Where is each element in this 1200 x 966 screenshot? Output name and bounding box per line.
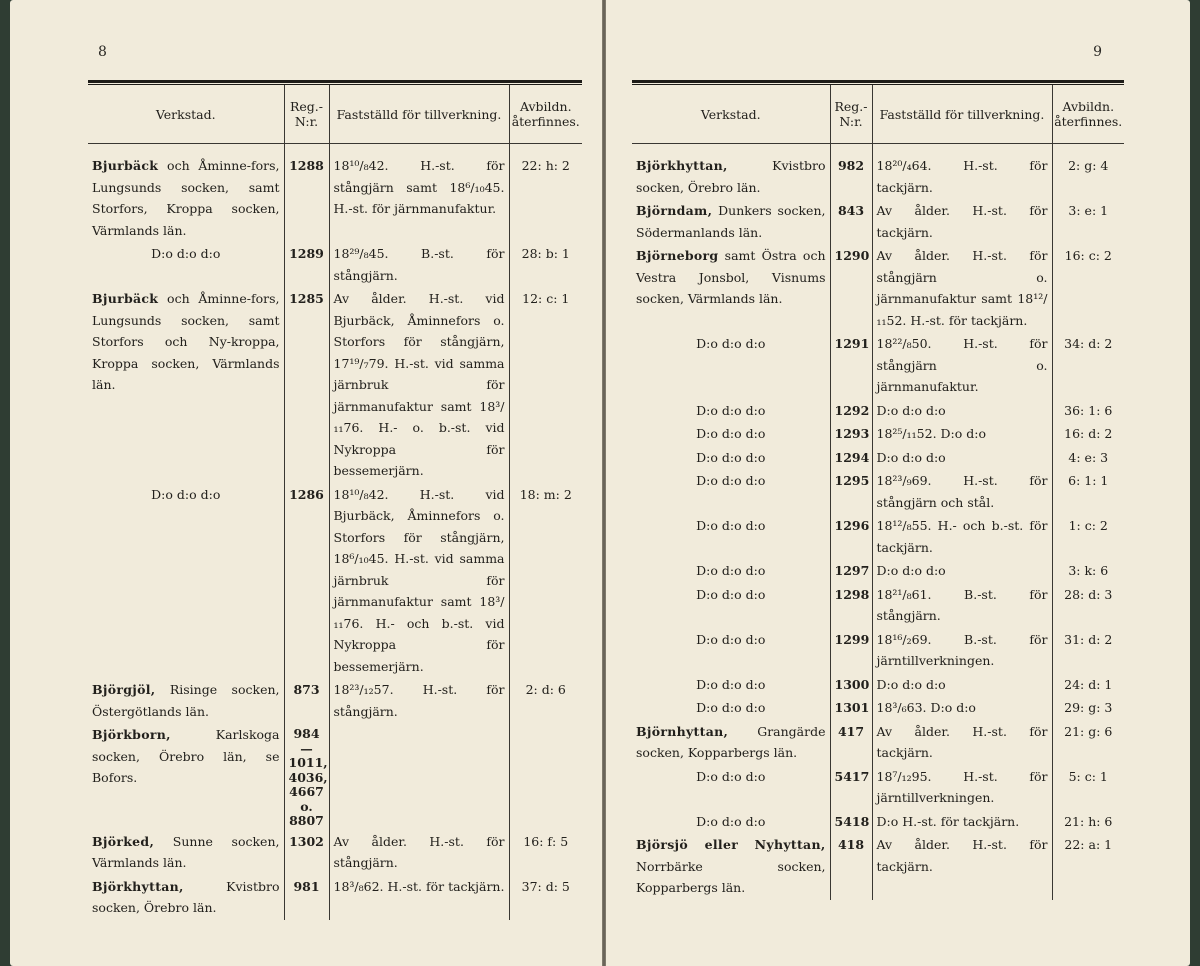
cell-avbildn (1052, 628, 1124, 673)
cell-reg (284, 242, 329, 287)
cell-reg (830, 199, 872, 244)
cell-verkstad (88, 154, 284, 242)
cell-reg (284, 723, 329, 830)
page-number: 8 (98, 44, 107, 60)
cell-verkstad (88, 723, 284, 830)
cell-verkstad (632, 244, 830, 332)
cell-verkstad (632, 833, 830, 900)
cell-faststalld (329, 242, 509, 287)
cell-avbildn (1052, 154, 1124, 199)
cell-avbildn (1052, 583, 1124, 628)
reg-number: 1302 (289, 833, 324, 849)
cell-verkstad (632, 446, 830, 470)
header-faststalld: Fastställd för tillverkning. (329, 85, 509, 144)
header-avbildn: Avbildn. återfinnes. (1052, 85, 1124, 144)
cell-reg (284, 483, 329, 679)
avbildn-ref: 36: 1: 6 (1064, 402, 1113, 418)
cell-reg (830, 628, 872, 673)
avbildn-ref: 22: a: 1 (1064, 837, 1113, 852)
reg-number: 1296 (834, 518, 870, 533)
avbildn-ref: 4: e: 3 (1068, 449, 1109, 465)
spacer-cell (284, 144, 329, 155)
cell-avbildn (1052, 765, 1124, 810)
reg-number: 1290 (834, 248, 870, 263)
avbildn-ref: 3: e: 1 (1068, 203, 1109, 218)
reg-number: 984—1011, 4036, 4667 o. 8807 (288, 726, 328, 828)
avbildn-ref: 2: g: 4 (1068, 158, 1109, 173)
faststalld-text: D:o d:o d:o (876, 676, 946, 692)
header-avbildn: Avbildn. återfinnes. (509, 85, 582, 144)
cell-reg (830, 446, 872, 470)
header-faststalld: Fastställd för tillverkning. (872, 85, 1052, 144)
works-name: Björkhyttan, (92, 878, 184, 894)
works-name: Björneborg (636, 248, 719, 263)
table-row (632, 244, 1124, 332)
ditto-marks: D:o d:o d:o (151, 246, 221, 261)
cell-avbildn (509, 242, 582, 287)
page-number: 9 (1093, 44, 1102, 60)
avbildn-ref: 21: h: 6 (1064, 813, 1113, 829)
spacer-cell (830, 144, 872, 155)
cell-faststalld (872, 422, 1052, 446)
avbildn-ref: 22: h: 2 (521, 158, 570, 173)
faststalld-text: Av ålder. H.-st. för stångjärn o. järnmanufaktur samt 18¹²/₁₁52. H.-st. för tackjärn. (876, 248, 1048, 328)
cell-verkstad (88, 483, 284, 679)
cell-reg (284, 830, 329, 875)
cell-reg (830, 673, 872, 697)
reg-number: 1295 (834, 473, 870, 488)
faststalld-text: Av ålder. H.-st. för stångjärn. (333, 833, 505, 870)
table-row (632, 446, 1124, 470)
cell-reg (830, 559, 872, 583)
cell-avbildn (1052, 514, 1124, 559)
reg-number: 1285 (289, 291, 324, 306)
avbildn-ref: 6: 1: 1 (1068, 473, 1109, 488)
avbildn-ref: 2: d: 6 (525, 682, 566, 697)
cell-verkstad (632, 154, 830, 199)
cell-avbildn (509, 875, 582, 920)
cell-avbildn (509, 678, 582, 723)
reg-number: 1294 (834, 449, 870, 465)
cell-faststalld (872, 332, 1052, 399)
avbildn-ref: 28: b: 1 (521, 246, 570, 261)
cell-faststalld (872, 469, 1052, 514)
cell-verkstad (632, 696, 830, 720)
cell-reg (284, 154, 329, 242)
works-name: Björndam, (636, 203, 713, 218)
cell-reg (830, 399, 872, 423)
cell-faststalld (872, 628, 1052, 673)
header-verkstad: Verkstad. (88, 85, 284, 144)
avbildn-ref: 16: c: 2 (1064, 248, 1112, 263)
cell-reg (830, 154, 872, 199)
cell-faststalld (872, 154, 1052, 199)
cell-faststalld (329, 154, 509, 242)
table-row (632, 154, 1124, 199)
faststalld-text: Av ålder. H.-st. för tackjärn. (876, 723, 1048, 760)
reg-number: 1291 (834, 336, 870, 351)
cell-avbildn (1052, 422, 1124, 446)
table-row (632, 399, 1124, 423)
works-location: samt Östra och Vestra Jonsbol, Visnums socken, Värmlands län. (636, 248, 826, 306)
faststalld-text: 18²⁵/₁₁52. D:o d:o (876, 426, 986, 441)
works-name: Björkborn, (92, 727, 171, 742)
cell-verkstad (88, 287, 284, 483)
avbildn-ref: 16: d: 2 (1064, 426, 1113, 441)
cell-verkstad (632, 559, 830, 583)
cell-faststalld (872, 833, 1052, 900)
avbildn-ref: 18: m: 2 (519, 486, 572, 502)
cell-reg (830, 696, 872, 720)
faststalld-text: 18¹⁰/₈42. H.-st. vid Bjurbäck, Åminnefors o. Storfors för stångjärn, 18⁶/₁₀45. H.-st. vid samma järnbruk för järnmanufaktur samt 18³/₁₁76. H.- och b.-st. vid Nykroppa för bessemerjärn. (333, 486, 505, 674)
cell-avbildn (1052, 199, 1124, 244)
table-row (632, 720, 1124, 765)
ditto-marks: D:o d:o d:o (696, 336, 766, 351)
table-row (88, 287, 582, 483)
cell-faststalld (872, 765, 1052, 810)
table-spacer-row (88, 144, 582, 155)
table-row (632, 559, 1124, 583)
avbildn-ref: 12: c: 1 (522, 291, 570, 306)
works-name: Björkhyttan, (636, 158, 728, 173)
avbildn-ref: 5: c: 1 (1068, 768, 1108, 784)
faststalld-text: 18²⁹/₈45. B.-st. för stångjärn. (333, 246, 505, 283)
table-row (632, 199, 1124, 244)
reg-number: 417 (837, 723, 865, 739)
cell-verkstad (88, 678, 284, 723)
cell-reg (830, 422, 872, 446)
cell-reg (830, 720, 872, 765)
cell-faststalld (872, 696, 1052, 720)
cell-avbildn (1052, 446, 1124, 470)
avbildn-ref: 28: d: 3 (1064, 586, 1113, 602)
avbildn-ref: 31: d: 2 (1064, 631, 1113, 647)
reg-number: 1289 (289, 246, 324, 261)
spacer-cell (509, 144, 582, 155)
cell-avbildn (509, 723, 582, 830)
cell-avbildn (509, 154, 582, 242)
cell-avbildn (1052, 720, 1124, 765)
reg-number: 1293 (834, 426, 870, 441)
reg-number: 5417 (834, 768, 870, 784)
reg-number: 981 (293, 878, 320, 894)
table-row (88, 483, 582, 679)
cell-verkstad (88, 242, 284, 287)
avbildn-ref: 29: g: 3 (1064, 700, 1113, 715)
works-name: Bjurbäck (92, 291, 159, 306)
faststalld-text: D:o d:o d:o (876, 563, 946, 578)
cell-faststalld (872, 446, 1052, 470)
works-name: Björked, (92, 833, 155, 849)
cell-faststalld (872, 199, 1052, 244)
register-table (632, 80, 1124, 900)
cell-faststalld (329, 723, 509, 830)
cell-faststalld (872, 673, 1052, 697)
faststalld-text: 18¹²/₈55. H.- och b.-st. för tackjärn. (876, 518, 1048, 555)
works-location: Grangärde socken, Kopparbergs län. (636, 723, 826, 760)
right-page (606, 0, 1190, 966)
faststalld-text: 18¹⁶/₂69. B.-st. för järntillverkningen. (876, 631, 1048, 668)
reg-number: 1297 (834, 563, 870, 578)
cell-verkstad (632, 199, 830, 244)
avbildn-ref: 24: d: 1 (1064, 676, 1113, 692)
ditto-marks: D:o d:o d:o (696, 426, 766, 441)
faststalld-text: 18²²/₈50. H.-st. för stångjärn o. järnmanufaktur. (876, 336, 1048, 394)
cell-reg (830, 514, 872, 559)
faststalld-text: 18²³/₉69. H.-st. för stångjärn och stål. (876, 473, 1048, 510)
faststalld-text: 18³/₈62. H.-st. för tackjärn. (333, 878, 505, 894)
works-location: Risinge socken, Östergötlands län. (92, 682, 280, 719)
ditto-marks: D:o d:o d:o (696, 518, 766, 533)
cell-verkstad (632, 514, 830, 559)
reg-number: 418 (837, 837, 865, 852)
table-spacer-row (632, 144, 1124, 155)
spacer-cell (88, 144, 284, 155)
reg-number: 1286 (289, 486, 324, 502)
reg-number: 1300 (834, 676, 870, 692)
table-row (632, 833, 1124, 900)
cell-faststalld (329, 830, 509, 875)
cell-verkstad (632, 720, 830, 765)
works-name: Björgjöl, (92, 682, 156, 697)
header-reg: Reg.- N:r. (284, 85, 329, 144)
cell-verkstad (632, 469, 830, 514)
cell-verkstad (632, 765, 830, 810)
cell-faststalld (329, 875, 509, 920)
avbildn-ref: 34: d: 2 (1064, 336, 1113, 351)
reg-number: 1298 (834, 586, 870, 602)
header-reg: Reg.- N:r. (830, 85, 872, 144)
cell-faststalld (872, 514, 1052, 559)
table-header (88, 85, 582, 144)
table-row (632, 696, 1124, 720)
works-location: Kvistbro socken, Örebro län. (636, 158, 826, 195)
cell-faststalld (329, 287, 509, 483)
table-row (632, 469, 1124, 514)
cell-reg (830, 583, 872, 628)
table-row (632, 422, 1124, 446)
faststalld-text: 18²¹/₈61. B.-st. för stångjärn. (876, 586, 1048, 623)
reg-number: 1292 (834, 402, 870, 418)
header-verkstad: Verkstad. (632, 85, 830, 144)
cell-faststalld (329, 483, 509, 679)
spacer-cell (1052, 144, 1124, 155)
cell-verkstad (632, 810, 830, 834)
cell-reg (830, 765, 872, 810)
cell-verkstad (632, 332, 830, 399)
reg-number: 982 (837, 158, 865, 173)
table-row (632, 583, 1124, 628)
works-location: Karlskoga socken, Örebro län, se Bofors. (92, 727, 280, 785)
faststalld-text: Av ålder. H.-st. för tackjärn. (876, 203, 1048, 240)
cell-verkstad (632, 673, 830, 697)
works-location: Kvistbro socken, Örebro län. (92, 878, 280, 915)
cell-avbildn (509, 830, 582, 875)
faststalld-text: 18²⁰/₄64. H.-st. för tackjärn. (876, 158, 1048, 195)
ditto-marks: D:o d:o d:o (696, 402, 766, 418)
cell-faststalld (872, 720, 1052, 765)
table-row (632, 628, 1124, 673)
faststalld-text: D:o H.-st. för tackjärn. (876, 813, 1020, 829)
cell-faststalld (329, 678, 509, 723)
reg-number: 1301 (834, 700, 870, 715)
works-location: Norrbärke socken, Kopparbergs län. (636, 858, 826, 895)
left-page (10, 0, 602, 966)
cell-verkstad (88, 830, 284, 875)
table-row (88, 678, 582, 723)
cell-reg (830, 833, 872, 900)
table-row (632, 673, 1124, 697)
spacer-cell (872, 144, 1052, 155)
works-location: och Åminne-fors, Lungsunds socken, samt Storfors och Ny-kroppa, Kroppa socken, Värmlands län. (92, 291, 280, 392)
table-row (632, 810, 1124, 834)
cell-faststalld (872, 399, 1052, 423)
table-header (632, 85, 1124, 144)
works-name: Bjurbäck (92, 158, 159, 173)
cell-reg (284, 678, 329, 723)
cell-verkstad (632, 422, 830, 446)
avbildn-ref: 1: c: 2 (1068, 518, 1108, 533)
cell-verkstad (632, 583, 830, 628)
works-name: Björnhyttan, (636, 723, 729, 739)
register-table (88, 80, 582, 920)
table-row (632, 514, 1124, 559)
table-row (88, 830, 582, 875)
table-row (632, 332, 1124, 399)
faststalld-text: D:o d:o d:o (876, 449, 946, 465)
cell-avbildn (1052, 696, 1124, 720)
cell-avbildn (1052, 469, 1124, 514)
spacer-cell (329, 144, 509, 155)
reg-number: 5418 (834, 813, 870, 829)
ditto-marks: D:o d:o d:o (696, 768, 766, 784)
works-location: Sunne socken, Värmlands län. (92, 833, 280, 870)
avbildn-ref: 3: k: 6 (1068, 563, 1109, 578)
cell-reg (830, 810, 872, 834)
reg-number: 1288 (289, 158, 324, 173)
ditto-marks: D:o d:o d:o (696, 676, 766, 692)
ditto-marks: D:o d:o d:o (696, 473, 766, 488)
avbildn-ref: 16: f: 5 (523, 833, 569, 849)
cell-avbildn (1052, 332, 1124, 399)
faststalld-text: Av ålder. H.-st. vid Bjurbäck, Åminnefors o. Storfors för stångjärn, 17¹⁹/₇79. H.-st. vid samma järnbruk för järnmanufaktur samt 18³/₁₁76. H.- o. b.-st. vid Nykroppa för bessemerjärn. (333, 291, 505, 478)
cell-avbildn (1052, 833, 1124, 900)
ditto-marks: D:o d:o d:o (696, 813, 766, 829)
table-row (632, 765, 1124, 810)
cell-reg (284, 287, 329, 483)
cell-verkstad (88, 875, 284, 920)
cell-reg (830, 244, 872, 332)
cell-avbildn (509, 287, 582, 483)
works-location: och Åminne-fors, Lungsunds socken, samt Storfors, Kroppa socken, Värmlands län. (92, 158, 280, 238)
cell-reg (284, 875, 329, 920)
cell-faststalld (872, 559, 1052, 583)
works-name: Björsjö eller Nyhyttan, (636, 837, 826, 852)
ditto-marks: D:o d:o d:o (151, 486, 221, 502)
reg-number: 873 (293, 682, 320, 697)
cell-reg (830, 469, 872, 514)
ditto-marks: D:o d:o d:o (696, 586, 766, 602)
cell-faststalld (872, 244, 1052, 332)
cell-avbildn (509, 483, 582, 679)
cell-avbildn (1052, 559, 1124, 583)
faststalld-text: D:o d:o d:o (876, 402, 946, 418)
works-location: Dunkers socken, Södermanlands län. (636, 203, 826, 240)
spacer-cell (632, 144, 830, 155)
ditto-marks: D:o d:o d:o (696, 631, 766, 647)
avbildn-ref: 21: g: 6 (1064, 723, 1113, 739)
cell-faststalld (872, 810, 1052, 834)
cell-avbildn (1052, 673, 1124, 697)
table-row (88, 154, 582, 242)
ditto-marks: D:o d:o d:o (696, 700, 766, 715)
cell-verkstad (632, 399, 830, 423)
table-row (88, 723, 582, 830)
ditto-marks: D:o d:o d:o (696, 449, 766, 465)
reg-number: 1299 (834, 631, 870, 647)
avbildn-ref: 37: d: 5 (521, 878, 570, 894)
faststalld-text: 18²³/₁₂57. H.-st. för stångjärn. (333, 682, 505, 719)
cell-reg (830, 332, 872, 399)
cell-faststalld (872, 583, 1052, 628)
cell-avbildn (1052, 399, 1124, 423)
faststalld-text: 18⁷/₁₂95. H.-st. för järntillverkningen. (876, 768, 1048, 805)
reg-number: 843 (837, 203, 865, 218)
faststalld-text: Av ålder. H.-st. för tackjärn. (876, 837, 1048, 874)
faststalld-text: 18³/₆63. D:o d:o (876, 700, 976, 715)
cell-avbildn (1052, 810, 1124, 834)
faststalld-text: 18¹⁰/₈42. H.-st. för stångjärn samt 18⁶/₁₀45. H.-st. för järnmanufaktur. (333, 158, 505, 216)
table-row (88, 875, 582, 920)
cell-avbildn (1052, 244, 1124, 332)
cell-verkstad (632, 628, 830, 673)
table-row (88, 242, 582, 287)
ditto-marks: D:o d:o d:o (696, 563, 766, 578)
